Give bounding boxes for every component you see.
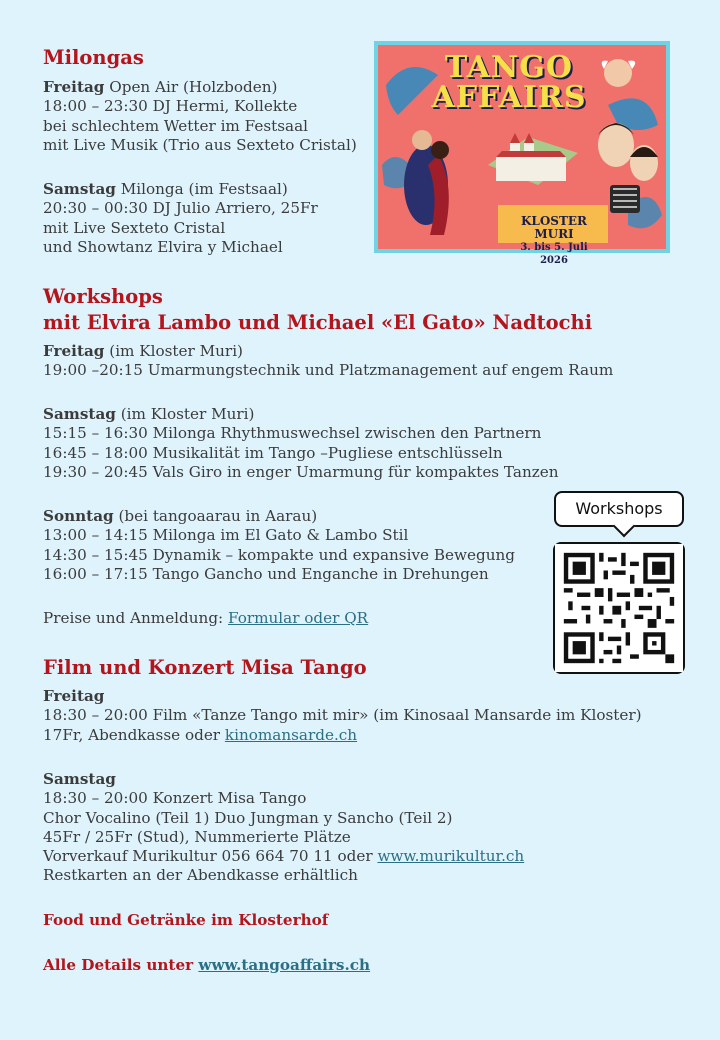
event-text: Open Air (Holzboden) bbox=[104, 78, 278, 96]
event-line: bei schlechtem Wetter im Festsaal bbox=[43, 116, 309, 135]
event-text: Vorverkauf Murikultur 056 664 70 11 oder bbox=[43, 847, 378, 866]
tangoaffairs-link[interactable]: www.tangoaffairs.ch bbox=[198, 956, 371, 974]
event-text: (im Kloster Muri) bbox=[104, 342, 243, 360]
day-label: Freitag bbox=[43, 342, 105, 360]
day-label: Samstag bbox=[43, 405, 116, 423]
event-line: 14:30 – 15:45 Dynamik – kompakte und expansive Bewegung bbox=[43, 545, 515, 564]
registration-link[interactable]: Formular oder QR bbox=[228, 609, 369, 627]
poster-title: TANGO AFFAIRS bbox=[431, 50, 587, 115]
qr-code-icon bbox=[555, 544, 683, 672]
film-saturday bbox=[43, 770, 524, 886]
kinomansarde-link[interactable]: kinomansarde.ch bbox=[224, 725, 358, 744]
day-label: Samstag bbox=[43, 180, 116, 198]
workshops-sunday bbox=[43, 507, 515, 584]
event-line: Chor Vocalino (Teil 1) Duo Jungman y Sancho (Teil 2) bbox=[43, 808, 453, 827]
workshops-friday bbox=[43, 342, 613, 381]
event-line: 15:15 – 16:30 Milonga Rhythmuswechsel zwischen den Partnern bbox=[43, 424, 542, 443]
film-heading: Film und Konzert Misa Tango bbox=[43, 656, 367, 679]
event-line: 20:30 – 00:30 DJ Julio Arriero, 25Fr bbox=[43, 199, 318, 218]
event-line: 18:30 – 20:00 Konzert Misa Tango bbox=[43, 789, 307, 808]
poster-subtitle: KLOSTER MURI 3. bis 5. Juli 2026 bbox=[520, 214, 588, 266]
day-label: Samstag bbox=[43, 770, 116, 788]
event-line: mit Live Musik (Trio aus Sexteto Cristal) bbox=[43, 135, 357, 154]
murikultur-link[interactable]: www.murikultur.ch bbox=[377, 847, 525, 866]
day-label: Freitag bbox=[43, 78, 105, 96]
event-line: 18:00 – 23:30 DJ Hermi, Kollekte bbox=[43, 97, 298, 116]
tango-affairs-poster bbox=[374, 41, 670, 266]
workshops-prices bbox=[43, 609, 368, 628]
event-text: Milonga (im Festsaal) bbox=[115, 180, 288, 198]
event-text: (im Kloster Muri) bbox=[115, 405, 255, 423]
event-line: mit Live Sexteto Cristal bbox=[43, 218, 226, 237]
event-line: 18:30 – 20:00 Film «Tanze Tango mit mir» (im Kinosaal Mansarde im Kloster) bbox=[43, 706, 642, 725]
event-line: 16:00 – 17:15 Tango Gancho und Enganche in Drehungen bbox=[43, 564, 489, 583]
food-note: Food und Getränke im Klosterhof bbox=[43, 911, 329, 929]
qr-label-bubble: Workshops bbox=[554, 491, 684, 527]
details-line: Alle Details unter www.tangoaffairs.ch bbox=[43, 956, 371, 974]
event-line: 19:00 –20:15 Umarmungstechnik und Platzmanagement auf engem Raum bbox=[43, 361, 614, 380]
event-line: 16:45 – 18:00 Musikalität im Tango –Pugliese entschlüsseln bbox=[43, 443, 503, 462]
day-label: Sonntag bbox=[43, 507, 114, 525]
event-line: und Showtanz Elvira y Michael bbox=[43, 237, 283, 256]
event-line: 45Fr / 25Fr (Stud), Nummerierte Plätze bbox=[43, 827, 351, 846]
workshops-qr-code[interactable] bbox=[553, 542, 685, 674]
event-line: 13:00 – 14:15 Milonga im El Gato & Lambo Stil bbox=[43, 526, 409, 545]
milongas-heading: Milongas bbox=[43, 46, 144, 69]
event-line: 19:30 – 20:45 Vals Giro in enger Umarmung für kompaktes Tanzen bbox=[43, 462, 559, 481]
event-text: (bei tangoaarau in Aarau) bbox=[113, 507, 318, 525]
event-line: Restkarten an der Abendkasse erhältlich bbox=[43, 866, 358, 885]
milongas-saturday bbox=[43, 180, 318, 257]
workshops-heading: Workshops mit Elvira Lambo und Michael «El Gato» Nadtochi bbox=[43, 285, 593, 334]
event-text: 17Fr, Abendkasse oder bbox=[43, 725, 225, 744]
film-friday bbox=[43, 687, 642, 745]
day-label: Freitag bbox=[43, 687, 105, 705]
milongas-friday bbox=[43, 78, 357, 155]
workshops-saturday bbox=[43, 405, 559, 482]
prices-text: Preise und Anmeldung: bbox=[43, 609, 228, 627]
